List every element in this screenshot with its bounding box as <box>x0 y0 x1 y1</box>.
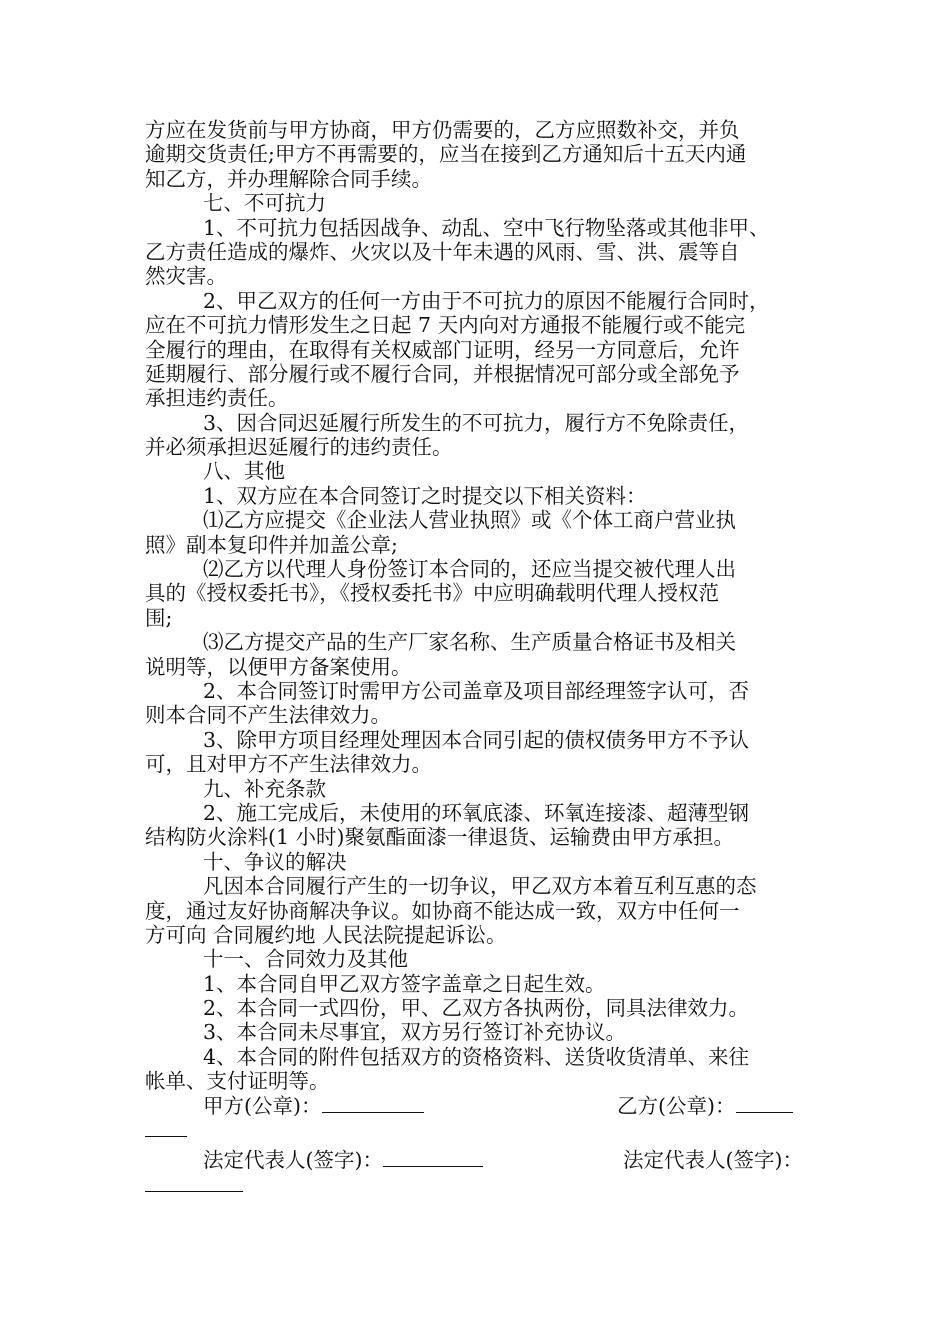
party-a-seal <box>203 1094 424 1118</box>
contract-line: ⑶乙方提交产品的生产厂家名称、生产质量合格证书及相关 <box>203 630 736 655</box>
contract-line: 说明等，以便甲方备案使用。 <box>145 654 412 679</box>
contract-line: 应在不可抗力情形发生之日起 7 天内向对方通报不能履行或不能完 <box>145 313 746 338</box>
contract-line: 并必须承担迟延履行的违约责任。 <box>145 435 453 460</box>
signature-wrap-line-1 <box>145 1118 810 1142</box>
party-b-seal-label: 乙方(公章)： <box>617 1093 736 1118</box>
contract-line: 1、本合同自甲乙双方签字盖章之日起生效。 <box>203 971 606 996</box>
party-b-seal <box>617 1094 793 1118</box>
contract-line: ⑴乙方应提交《企业法人营业执照》或《个体工商户营业执 <box>203 508 736 533</box>
contract-line: 逾期交货责任;甲方不再需要的，应当在接到乙方通知后十五天内通 <box>145 142 747 167</box>
contract-line: 然灾害。 <box>145 264 227 289</box>
contract-line: 度，通过友好协商解决争议。如协商不能达成一致，双方中任何一 <box>145 898 740 923</box>
contract-line: 3、本合同未尽事宜，双方另行签订补充协议。 <box>203 1020 627 1045</box>
rep-b-label: 法定代表人(签字)： <box>623 1148 803 1173</box>
contract-line: 帐单、支付证明等。 <box>145 1069 330 1094</box>
contract-line: 承担违约责任。 <box>145 386 289 411</box>
contract-line: 2、本合同一式四份，甲、乙双方各执两份，同具法律效力。 <box>203 996 750 1021</box>
contract-line: 2、施工完成后，未使用的环氧底漆、环氧连接漆、超薄型钢 <box>203 800 750 825</box>
contract-line: 方应在发货前与甲方协商，甲方仍需要的，乙方应照数补交，并负 <box>145 118 740 142</box>
rep-a-label: 法定代表人(签字)： <box>203 1148 383 1173</box>
contract-line: 知乙方，并办理解除合同手续。 <box>145 166 432 191</box>
contract-line: 2、本合同签订时需甲方公司盖章及项目部经理签字认可，否 <box>203 678 750 703</box>
contract-line: 十一、合同效力及其他 <box>203 947 408 972</box>
contract-line: 结构防火涂料(1 小时)聚氨酯面漆一律退货、运输费由甲方承担。 <box>145 825 735 850</box>
contract-line: 4、本合同的附件包括双方的资格资料、送货收货清单、来往 <box>203 1044 750 1069</box>
contract-line: 乙方责任造成的爆炸、火灾以及十年未遇的风雨、雪、洪、震等自 <box>145 239 740 264</box>
contract-line: 凡因本合同履行产生的一切争议，甲乙双方本着互利互惠的态 <box>203 874 757 899</box>
contract-body <box>145 118 810 1094</box>
contract-line: 围; <box>145 605 173 630</box>
party-a-seal-blank <box>322 1094 424 1113</box>
rep-a <box>203 1148 483 1172</box>
contract-line: 八、其他 <box>203 459 285 484</box>
rep-a-blank <box>383 1148 483 1167</box>
contract-line: 七、不可抗力 <box>203 191 326 216</box>
contract-line: 3、因合同迟延履行所发生的不可抗力，履行方不免除责任， <box>203 410 750 435</box>
signature-row-seal <box>145 1094 810 1118</box>
contract-line: 可，且对甲方不产生法律效力。 <box>145 752 432 777</box>
contract-line: 延期履行、部分履行或不履行合同，并根据情况可部分或全部免予 <box>145 361 740 386</box>
signature-row-rep <box>145 1148 810 1172</box>
contract-line: 十、争议的解决 <box>203 849 347 874</box>
contract-line: 1、双方应在本合同签订之时提交以下相关资料： <box>203 483 647 508</box>
rep-b-blank <box>145 1173 243 1197</box>
contract-line: 3、除甲方项目经理处理因本合同引起的债权债务甲方不予认 <box>203 727 750 752</box>
contract-line: 2、甲乙双方的任何一方由于不可抗力的原因不能履行合同时， <box>203 288 770 313</box>
contract-line: 照》副本复印件并加盖公章; <box>145 532 398 557</box>
contract-line: 全履行的理由，在取得有关权威部门证明，经另一方同意后，允许 <box>145 337 740 362</box>
party-b-seal-blank-cont <box>145 1118 187 1142</box>
signature-wrap-line-2 <box>145 1173 810 1197</box>
contract-line: 则本合同不产生法律效力。 <box>145 703 391 728</box>
contract-line: 具的《授权委托书》，《授权委托书》中应明确载明代理人授权范 <box>145 581 719 606</box>
contract-line: 九、补充条款 <box>203 776 326 801</box>
contract-line: 1、不可抗力包括因战争、动乱、空中飞行物坠落或其他非甲、 <box>203 215 770 240</box>
contract-line: ⑵乙方以代理人身份签订本合同的，还应当提交被代理人出 <box>203 557 736 582</box>
contract-line: 方可向 合同履约地 人民法院提起诉讼。 <box>145 922 507 947</box>
rep-b <box>623 1148 803 1172</box>
contract-page <box>145 118 810 1197</box>
party-b-seal-blank <box>736 1094 793 1113</box>
party-a-seal-label: 甲方(公章)： <box>203 1093 322 1118</box>
